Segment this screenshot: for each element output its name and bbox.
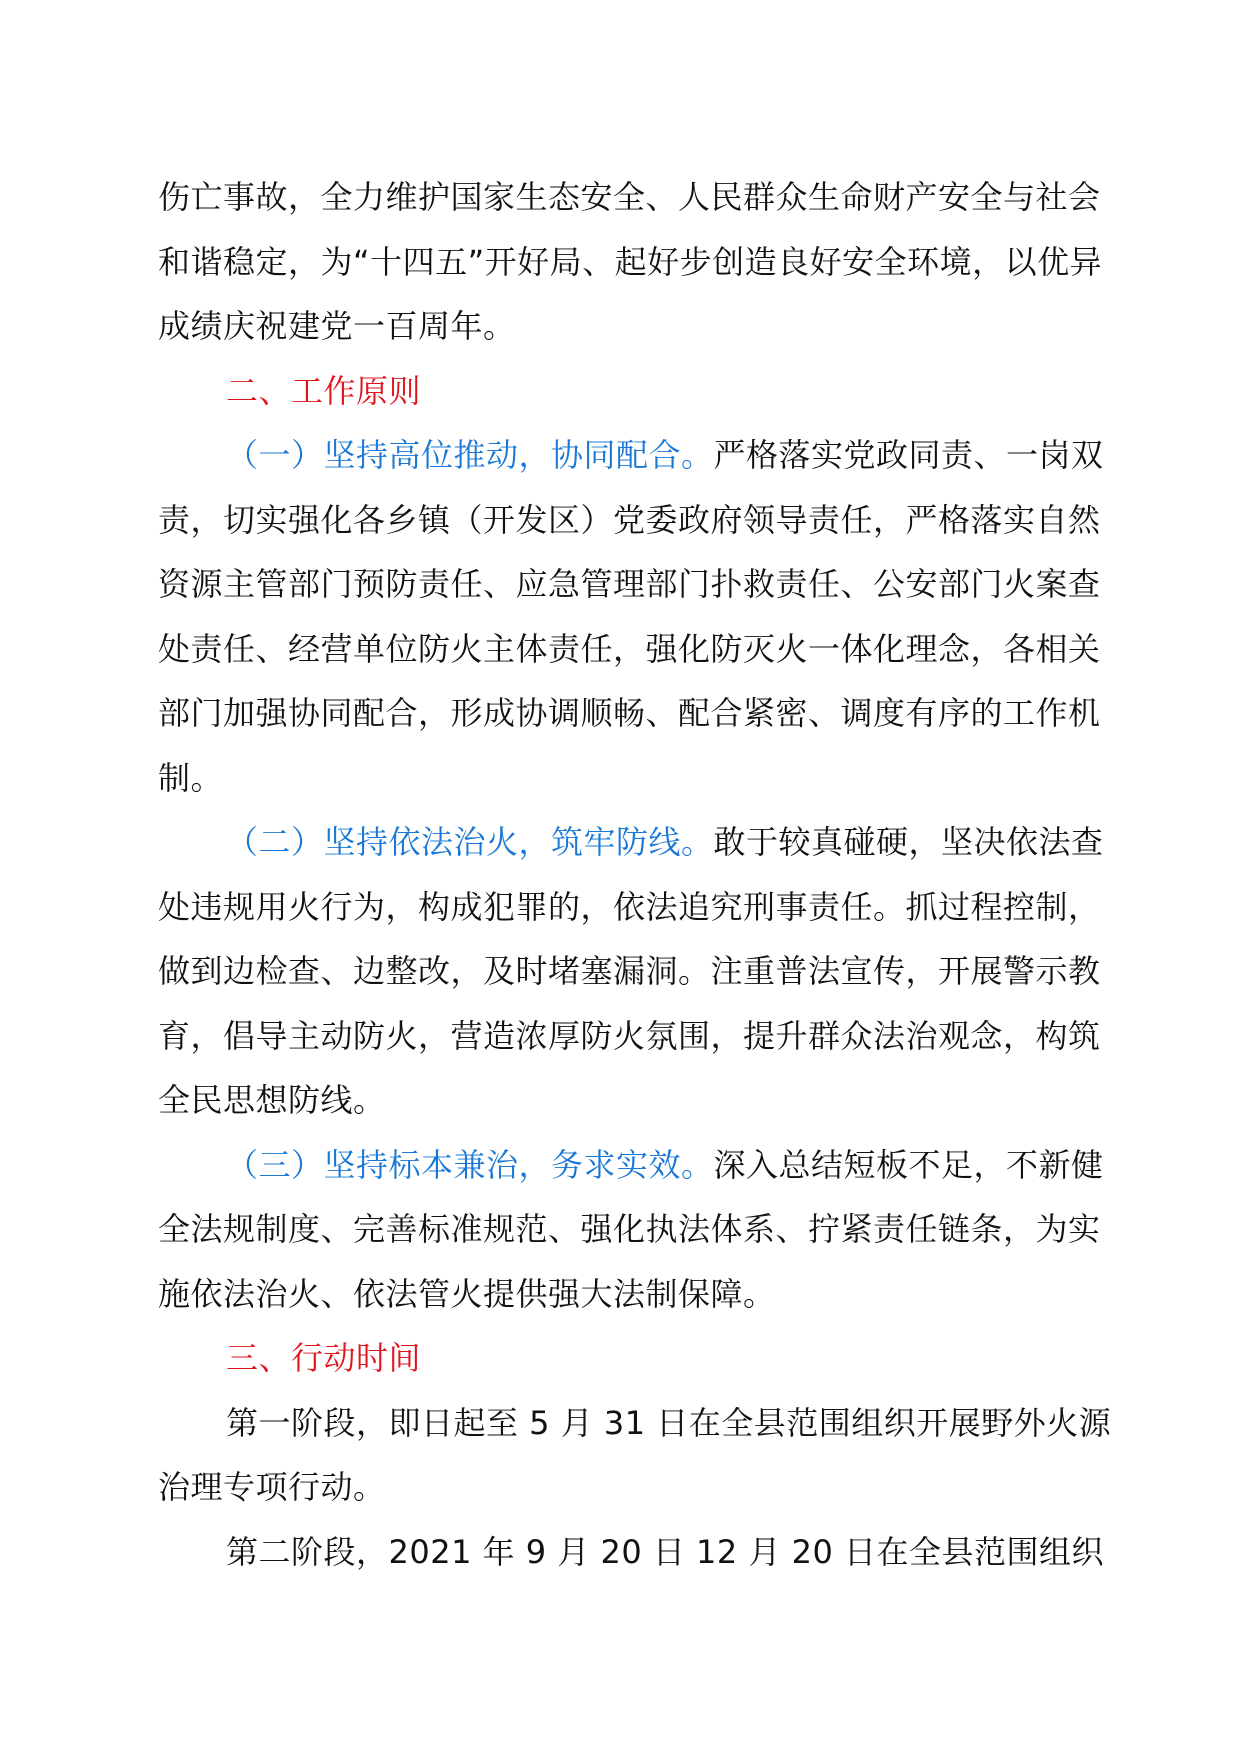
- principle-2-lead: （二）坚持依法治火，筑牢防线。: [226, 823, 714, 861]
- principle-1-paragraph: [158, 423, 1118, 810]
- document-page: [158, 165, 1118, 1584]
- phase-2-paragraph: 第二阶段，2021 年 9 月 20 日 12 月 20 日在全县范围组织: [226, 1532, 1105, 1571]
- principle-3-body: 深入总结短板不足，不新健全法规制度、完善标准规范、强化执法体系、拧紧责任链条，为实施依法治火、依法管火提供强大法制保障。: [158, 1145, 1104, 1313]
- principle-3-lead: （三）坚持标本兼治，务求实效。: [226, 1145, 714, 1184]
- principle-3-paragraph: [158, 1133, 1118, 1327]
- section-heading-schedule: 三、行动时间: [226, 1339, 422, 1377]
- section-heading-principles: 二、工作原则: [226, 371, 422, 410]
- principle-2-paragraph: [158, 810, 1118, 1133]
- phase-1-paragraph: 第一阶段，即日起至 5 月 31 日在全县范围组织开展野外火源治理专项行动。: [158, 1403, 1112, 1506]
- principle-1-lead: （一）坚持高位推动，协同配合。: [226, 436, 714, 474]
- paragraph-continuation: 伤亡事故，全力维护国家生态安全、人民群众生命财产安全与社会和谐稳定，为“十四五”开好局、起好步创造良好安全环境，以优异成绩庆祝建党一百周年。: [158, 178, 1103, 345]
- principle-1-body: 严格落实党政同责、一岗双责，切实强化各乡镇（开发区）党委政府领导责任，严格落实自然资源主管部门预防责任、应急管理部门扑救责任、公安部门火案查处责任、经营单位防火主体责任，强化防灭火一体化理念，各相关部门加强协同配合，形成协调顺畅、配合紧密、调度有序的工作机制。: [158, 436, 1104, 797]
- principle-2-body: 敢于较真碰硬，坚决依法查处违规用火行为，构成犯罪的，依法追究刑事责任。抓过程控制，做到边检查、边整改，及时堵塞漏洞。注重普法宣传，开展警示教育，倡导主动防火，营造浓厚防火氛围，提升群众法治观念，构筑全民思想防线。: [158, 823, 1104, 1119]
